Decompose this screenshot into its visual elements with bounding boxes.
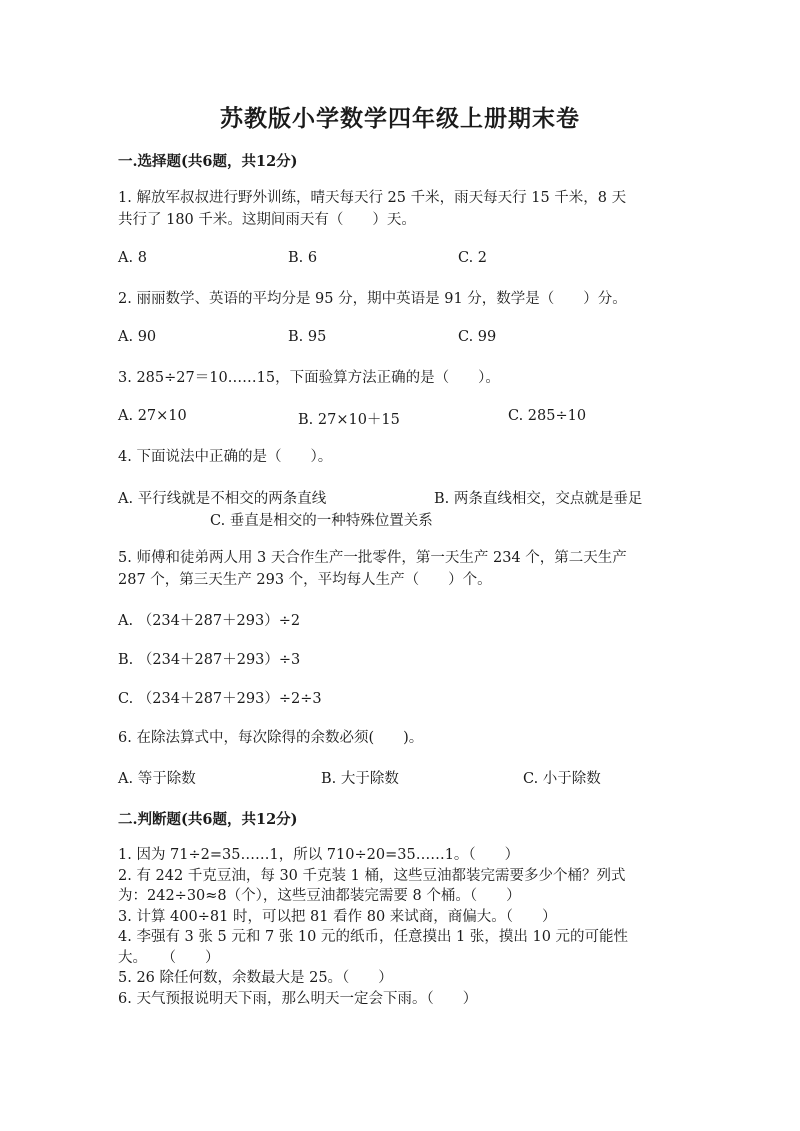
question-1-line-2: 共行了 180 千米。这期间雨天有（ ）天。: [118, 212, 416, 228]
page-title: 苏教版小学数学四年级上册期末卷: [220, 105, 580, 132]
section-heading-judgement: 二.判断题(共6题，共12分): [118, 811, 298, 828]
question-2-option-b: B. 95: [288, 329, 327, 345]
question-5-line-2: 287 个，第三天生产 293 个，平均每人生产（ ）个。: [118, 572, 492, 588]
judgement-line: 为：242÷30≈8（个），这些豆油都装完需要 8 个桶。（ ）: [118, 888, 521, 904]
question-1-option-a: A. 8: [118, 250, 147, 266]
question-6-option-a: A. 等于除数: [118, 771, 196, 787]
question-5-line-1: 5. 师傅和徒弟两人用 3 天合作生产一批零件，第一天生产 234 个，第二天生产: [118, 550, 627, 566]
question-3-line-1: 3. 285÷27＝10……15，下面验算方法正确的是（ ）。: [118, 370, 500, 386]
question-2-option-a: A. 90: [118, 329, 157, 345]
question-2-option-c: C. 99: [458, 329, 497, 345]
question-1-option-c: C. 2: [458, 250, 488, 266]
question-6-option-c: C. 小于除数: [523, 771, 601, 787]
judgement-line: 4. 李强有 3 张 5 元和 7 张 10 元的纸币，任意摸出 1 张，摸出 10 元的可能性: [118, 929, 629, 945]
question-4-option-c: C. 垂直是相交的一种特殊位置关系: [210, 513, 433, 529]
judgement-line: 3. 计算 400÷81 时，可以把 81 看作 80 来试商，商偏大。（ ）: [118, 908, 557, 925]
question-1-line-1: 1. 解放军叔叔进行野外训练，晴天每天行 25 千米，雨天每天行 15 千米，8 天: [118, 190, 627, 206]
question-2-line-1: 2. 丽丽数学、英语的平均分是 95 分，期中英语是 91 分，数学是（ ）分。: [118, 291, 627, 307]
judgement-line: 大。 （ ）: [118, 949, 220, 966]
judgement-line: 1. 因为 71÷2=35……1，所以 710÷20=35……1。（ ）: [118, 847, 520, 863]
question-5-option-b: B. （234＋287＋293）÷3: [118, 652, 301, 668]
section-heading-choice: 一.选择题(共6题，共12分): [118, 153, 298, 170]
question-3-option-a: A. 27×10: [118, 408, 187, 424]
judgement-line: 2. 有 242 千克豆油，每 30 千克装 1 桶，这些豆油都装完需要多少个桶？列式: [118, 867, 626, 884]
question-6-option-b: B. 大于除数: [321, 771, 399, 787]
question-4-line-1: 4. 下面说法中正确的是（ ）。: [118, 449, 333, 465]
question-5-option-a: A. （234＋287＋293）÷2: [118, 613, 301, 629]
question-5-option-c: C. （234＋287＋293）÷2÷3: [118, 691, 322, 707]
question-3-option-b: B. 27×10＋15: [298, 412, 400, 428]
question-4-option-a: A. 平行线就是不相交的两条直线: [118, 491, 327, 507]
judgement-line: 5. 26 除任何数，余数最大是 25。（ ）: [118, 970, 393, 986]
judgement-line: 6. 天气预报说明天下雨，那么明天一定会下雨。（ ）: [118, 990, 478, 1007]
question-4-option-b: B. 两条直线相交，交点就是垂足: [434, 491, 643, 507]
question-6-line-1: 6. 在除法算式中，每次除得的余数必须( )。: [118, 730, 424, 746]
question-1-option-b: B. 6: [288, 250, 318, 266]
question-3-option-c: C. 285÷10: [508, 408, 587, 424]
